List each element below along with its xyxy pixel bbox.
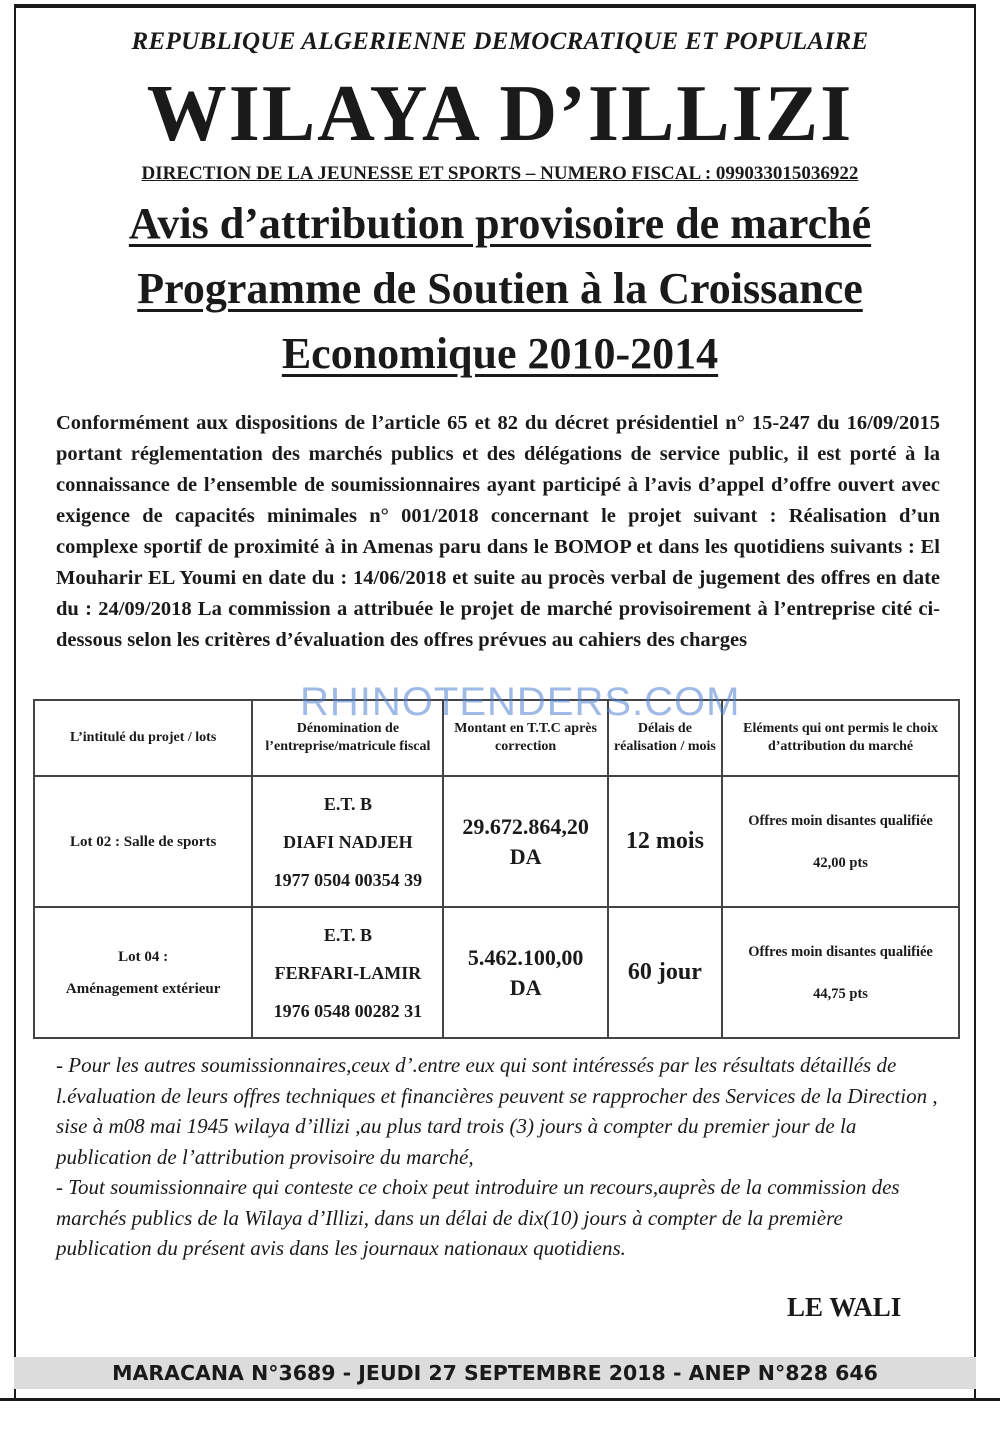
company-cell (252, 907, 443, 1038)
watermark: RHINOTENDERS.COM (300, 680, 741, 724)
amount-value: 29.672.864,20 (462, 813, 589, 839)
amount-cell (443, 776, 607, 907)
criteria-score: 42,00 pts (813, 854, 868, 871)
duration-cell: 60 jour (608, 907, 722, 1038)
company-name: FERFARI-LAMIR (274, 962, 422, 983)
header-criteria: Eléments qui ont permis le choix d’attribution du marché (722, 700, 959, 776)
lot-cell (34, 907, 252, 1038)
criteria-cell (722, 776, 959, 907)
footer-line: MARACANA N°3689 - JEUDI 27 SEPTEMBRE 2018 - ANEP N°828 646 (112, 1361, 878, 1385)
company-name: DIAFI NADJEH (283, 831, 413, 852)
amount-currency: DA (509, 843, 542, 869)
title-line-2: Programme de Soutien à la Croissance (137, 264, 863, 313)
title-line-3: Economique 2010-2014 (281, 329, 719, 378)
criteria-text: Offres moin disantes qualifiée (748, 812, 933, 829)
duration-cell: 12 mois (608, 776, 722, 907)
table-row (34, 776, 959, 907)
company-nif: 1977 0504 00354 39 (273, 869, 423, 890)
header-amount: Montant en T.T.C après correction (443, 700, 607, 776)
bottom-rule (0, 1398, 1000, 1401)
amount-currency: DA (509, 974, 542, 1000)
note-paragraph: - Pour les autres soumissionnaires,ceux d’.entre eux qui sont intéressés par les résultats détaillés de l.évaluation de leurs offres techniques et financières peuvent se rapprocher des Services de la Direction , sise à m08 mai 1945 wilaya d’illizi ,au plus tard trois (3) jours à compter du premier jour de la publication de l’attribution provisoire du marché, (56, 1053, 938, 1169)
direction-line: DIRECTION DE LA JEUNESSE ET SPORTS – NUMERO FISCAL : 099033015036922 (141, 163, 859, 184)
lot-label: Lot 04 : (118, 948, 169, 965)
header-project: L’intitulé du projet / lots (34, 700, 252, 776)
signature: LE WALI (787, 1292, 902, 1322)
title-line-1: Avis d’attribution provisoire de marché (128, 199, 872, 248)
company-type: E.T. B (323, 924, 372, 945)
republic-heading: REPUBLIQUE ALGERIENNE DEMOCRATIQUE ET POPULAIRE (131, 28, 869, 55)
company-cell (252, 776, 443, 907)
header-duration: Délais de réalisation / mois (608, 700, 722, 776)
notes-block (56, 1050, 940, 1264)
criteria-cell (722, 907, 959, 1038)
note-paragraph: - Tout soumissionnaire qui conteste ce choix peut introduire un recours,auprès de la commission des marchés publics de la Wilaya d’Illizi, dans un délai de dix(10) jours à compter de la première publication du présent avis dans les journaux nationaux quotidiens. (56, 1175, 900, 1260)
table-row (34, 907, 959, 1038)
amount-cell (443, 907, 607, 1038)
criteria-score: 44,75 pts (813, 985, 868, 1002)
award-table (33, 699, 960, 1039)
wilaya-heading: WILAYA D’ILLIZI (146, 70, 854, 158)
header-company: Dénomination de l’entreprise/matricule fiscal (252, 700, 443, 776)
lot-description: Aménagement extérieur (65, 980, 221, 997)
criteria-text: Offres moin disantes qualifiée (748, 943, 933, 960)
body-paragraph: Conformément aux dispositions de l’article 65 et 82 du décret présidentiel n° 15-247 du 16/09/2015 portant réglementation des marchés publics et des délégations de service public, il est porté à la connaissance de l’ensemble de soumissionnaires ayant participé à l’avis d’appel d’offre ouvert avec exigence de capacités minimales n° 001/2018 concernant le projet suivant : Réalisation d’un complexe sportif de proximité à in Amenas paru dans le BOMOP et dans les quotidiens suivants : El Mouharir EL Youmi en date du : 14/06/2018 et suite au procès verbal de jugement des offres en date du : 24/09/2018 La commission a attribuée le projet de marché provisoirement à l’entreprise cité ci-dessous selon les critères d’évaluation des offres prévues au cahiers des charges (56, 412, 940, 651)
company-nif: 1976 0548 00282 31 (273, 1000, 423, 1021)
lot-cell (34, 776, 252, 907)
lot-label: Lot 02 : Salle de sports (70, 833, 217, 850)
amount-value: 5.462.100,00 (467, 944, 584, 970)
company-type: E.T. B (323, 793, 372, 814)
